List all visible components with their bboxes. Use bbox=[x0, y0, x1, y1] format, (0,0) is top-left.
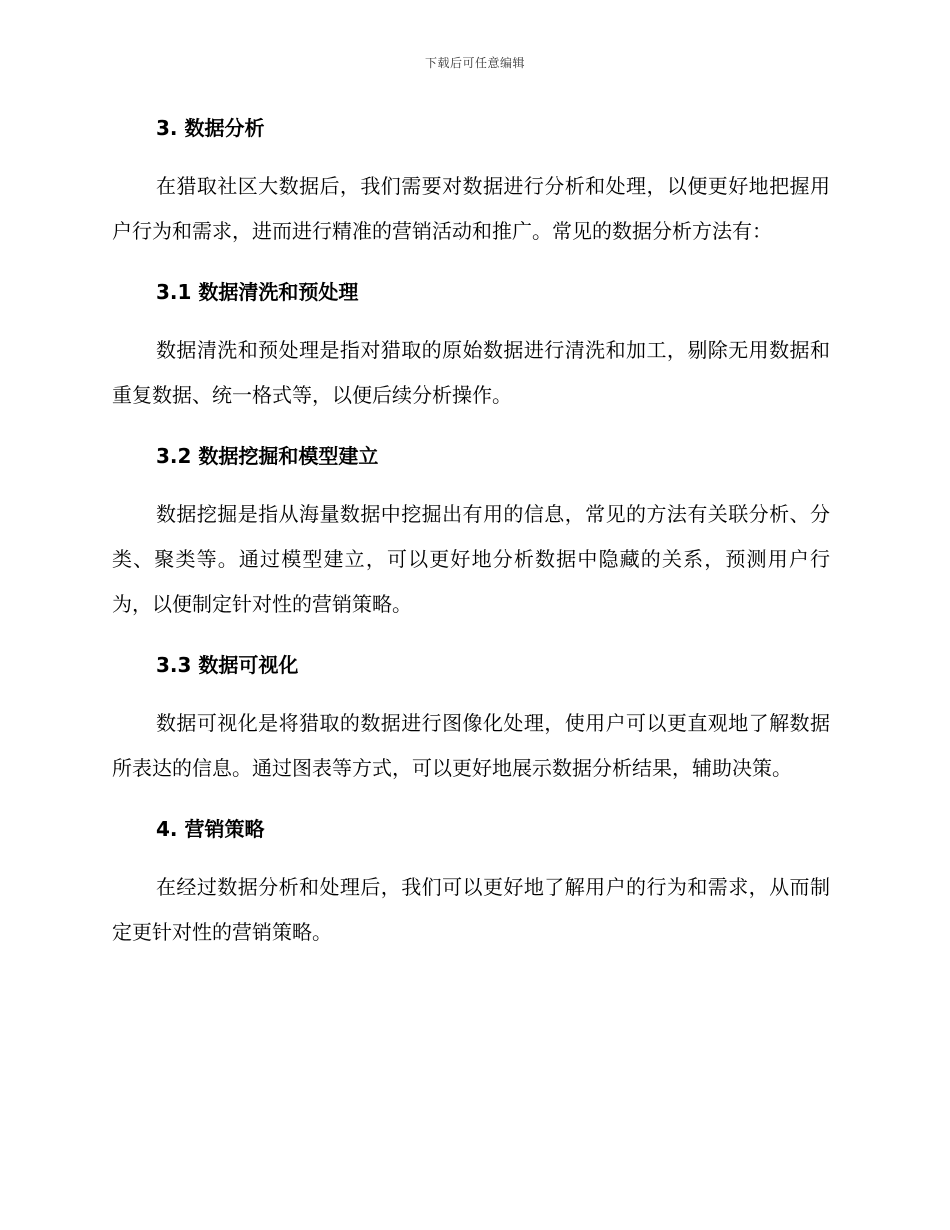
section-paragraph-4: 在经过数据分析和处理后，我们可以更好地了解用户的行为和需求，从而制定更针对性的营销策略。 bbox=[112, 875, 830, 944]
section-heading-3: 3. 数据分析 bbox=[156, 116, 265, 140]
section-paragraph-3-2: 数据挖掘是指从海量数据中挖掘出有用的信息，常见的方法有关联分析、分类、聚类等。通过模型建立，可以更好地分析数据中隐藏的关系，预测用户行为，以便制定针对性的营销策略。 bbox=[112, 502, 830, 616]
section-paragraph-3: 在猎取社区大数据后，我们需要对数据进行分析和处理，以便更好地把握用户行为和需求，进而进行精准的营销活动和推广。常见的数据分析方法有： bbox=[112, 174, 830, 243]
header-note: 下载后可任意编辑 bbox=[424, 56, 525, 70]
section-paragraph-3-3: 数据可视化是将猎取的数据进行图像化处理，使用户可以更直观地了解数据所表达的信息。通过图表等方式，可以更好地展示数据分析结果，辅助决策。 bbox=[112, 711, 830, 780]
document-body bbox=[112, 112, 830, 955]
section-heading-3-3: 3.3 数据可视化 bbox=[156, 653, 299, 677]
section-heading-4: 4. 营销策略 bbox=[156, 817, 265, 841]
section-paragraph-3-1: 数据清洗和预处理是指对猎取的原始数据进行清洗和加工，剔除无用数据和重复数据、统一格式等，以便后续分析操作。 bbox=[112, 338, 830, 407]
section-heading-3-2: 3.2 数据挖掘和模型建立 bbox=[156, 444, 379, 468]
section-heading-3-1: 3.1 数据清洗和预处理 bbox=[156, 280, 359, 304]
